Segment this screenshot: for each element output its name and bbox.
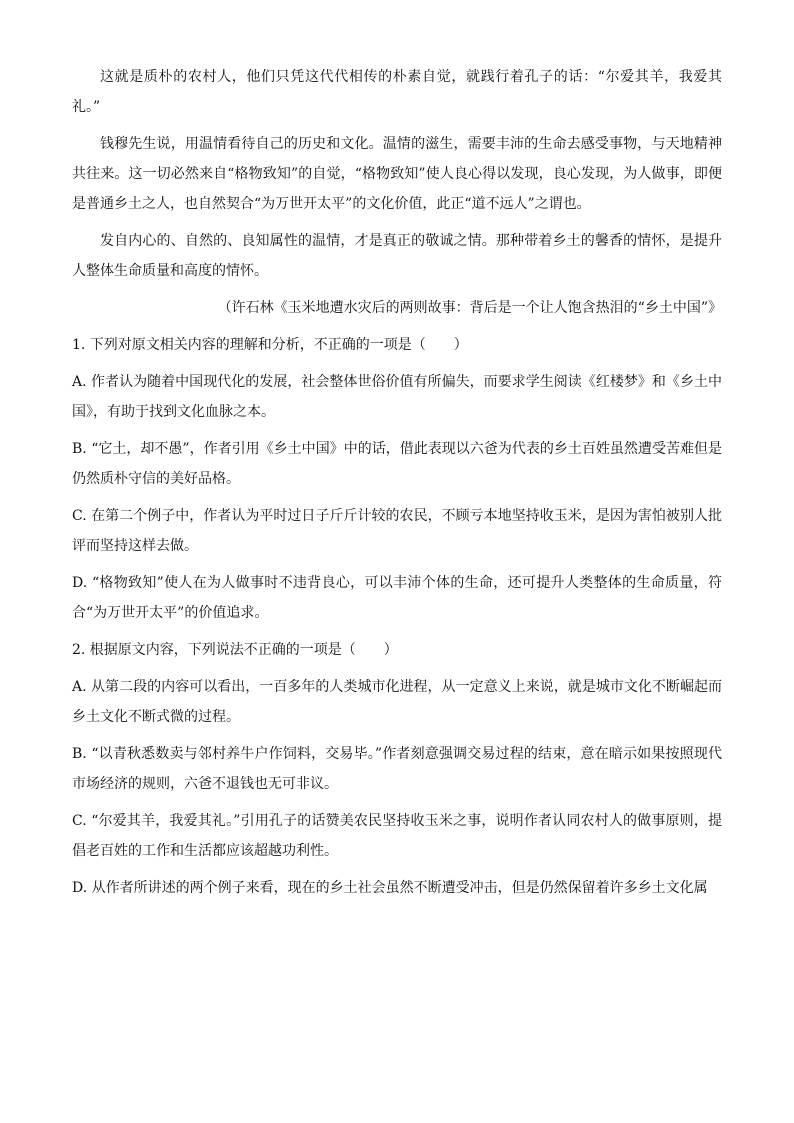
question-1-option-d: D. “格物致知”使人在为人做事时不违背良心，可以丰沛个体的生命，还可提升人类整体的生命质量，符合“为万世开太平”的价值追求。 [72, 575, 722, 621]
passage-paragraph-1: 这就是质朴的农村人，他们只凭这代代相传的朴素自觉，就践行着孔子的话：“尔爱其羊，我爱其礼。” [72, 69, 722, 115]
question-2-option-a: A. 从第二段的内容可以看出，一百多年的人类城市化进程，从一定意义上来说，就是城市文化不断崛起而乡土文化不断式微的过程。 [72, 679, 722, 725]
question-2-stem: 2. 根据原文内容，下列说法不正确的一项是（ ） [72, 642, 398, 658]
question-2-option-b: B. “以青秋悉数卖与邻村养牛户作饲料，交易毕。”作者刻意强调交易过程的结束，意在暗示如果按照现代市场经济的规则，六爸不退钱也无可非议。 [72, 746, 722, 792]
question-1-stem: 1. 下列对原文相关内容的理解和分析，不正确的一项是（ ） [72, 337, 468, 353]
passage-source: （许石林《玉米地遭水灾后的两则故事：背后是一个让人饱含热泪的“乡土中国”》 [217, 300, 722, 316]
question-2-option-d: D. 从作者所讲述的两个例子来看，现在的乡土社会虽然不断遭受冲击，但是仍然保留着许多乡土文化属 [72, 880, 708, 896]
passage-paragraph-3: 发自内心的、自然的、良知属性的温情，才是真正的敬诚之情。那种带着乡土的馨香的情怀，是提升人整体生命质量和高度的情怀。 [72, 233, 722, 279]
passage-paragraph-2: 钱穆先生说，用温情看待自己的历史和文化。温情的滋生，需要丰沛的生命去感受事物，与天地精神共往来。这一切必然来自“格物致知”的自觉，“格物致知”使人良心得以发现，良心发现，为人做事，即便是普通乡土之人，也自然契合“为万世开太平”的文化价值，此正“道不远人”之谓也。 [72, 136, 722, 212]
question-1-option-b: B. “它土，却不愚”，作者引用《乡土中国》中的话，借此表现以六爸为代表的乡土百姓虽然遭受苦难但是仍然质朴守信的美好品格。 [72, 441, 722, 487]
question-2-option-c: C. “尔爱其羊，我爱其礼。”引用孔子的话赞美农民坚持收玉米之事，说明作者认同农村人的做事原则，提倡老百姓的工作和生活都应该超越功利性。 [72, 813, 722, 859]
question-1-option-c: C. 在第二个例子中，作者认为平时过日子斤斤计较的农民，不顾亏本地坚持收玉米，是因为害怕被别人批评而坚持这样去做。 [72, 508, 722, 554]
document-page [72, 62, 722, 910]
question-1-option-a: A. 作者认为随着中国现代化的发展，社会整体世俗价值有所偏失，而要求学生阅读《红楼梦》和《乡土中国》，有助于找到文化血脉之本。 [72, 374, 722, 420]
